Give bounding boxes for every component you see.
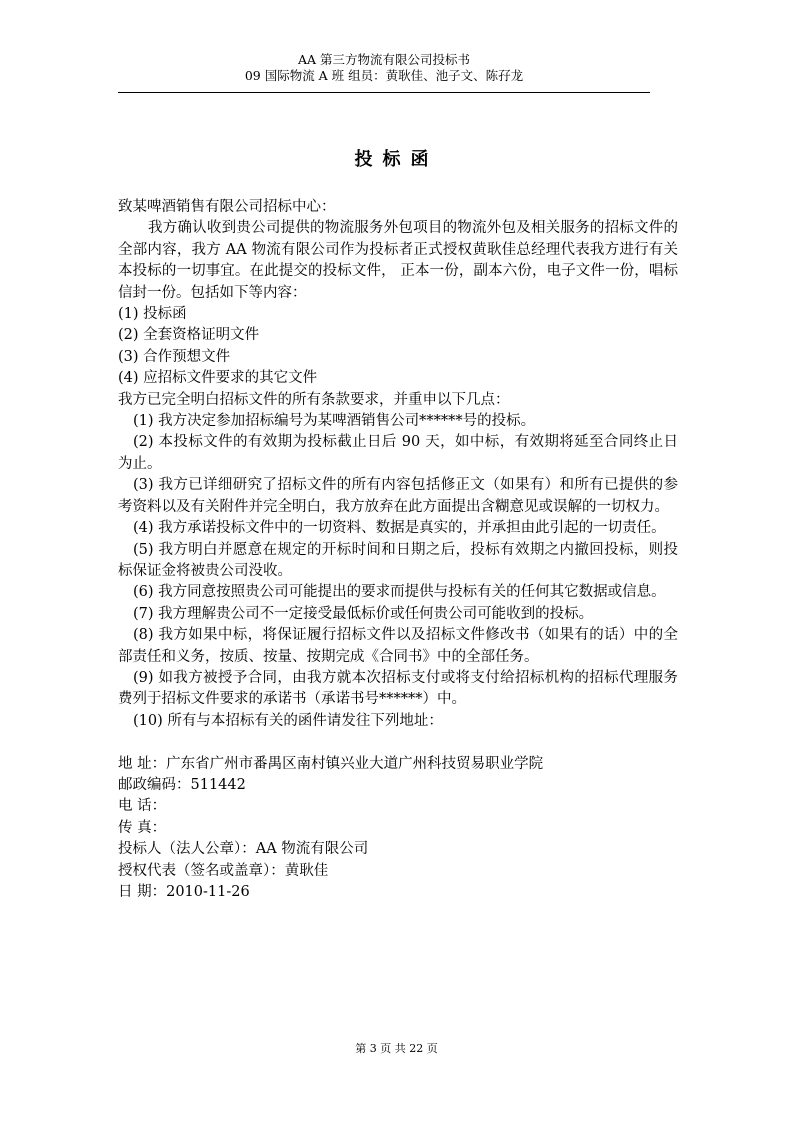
bidder-name: 投标人（法人公章）：AA 物流有限公司 xyxy=(118,841,369,858)
header-line-2: 09 国际物流 A 班 组员：黄耿佳、池子文、陈孖龙 xyxy=(244,68,524,83)
contents-item: (4) 应招标文件要求的其它文件 xyxy=(118,370,318,387)
declaration-item: (10) 所有与本招标有关的函件请发往下列地址： xyxy=(133,712,443,729)
declaration-item: (7) 我方理解贵公司不一定接受最低标价或任何贵公司可能收到的投标。 xyxy=(133,605,594,622)
salutation: 致某啤酒销售有限公司招标中心： xyxy=(118,199,336,215)
declaration-item: (3) 我方已详细研究了招标文件的所有内容包括修正文（如果有）和所有已提供的参考资料以及有关附件并完全明白，我方放弃在此方面提出含糊意见或误解的一切权力。 xyxy=(118,477,678,515)
declaration-item: (1) 我方决定参加招标编号为某啤酒销售公司******号的投标。 xyxy=(133,413,536,430)
contents-item: (3) 合作预想文件 xyxy=(118,348,231,365)
letter-body xyxy=(118,197,678,903)
blank-line xyxy=(118,732,678,753)
declaration-item: (4) 我方承诺投标文件中的一切资料、数据是真实的，并承担由此引起的一切责任。 xyxy=(133,520,666,537)
authorized-representative: 授权代表（签名或盖章）：黄耿佳 xyxy=(118,862,329,879)
contents-item: (2) 全套资格证明文件 xyxy=(118,327,260,344)
contact-phone: 电 话： xyxy=(118,798,167,815)
declaration-item: (9) 如我方被授予合同，由我方就本次招标支付或将支付给招标机构的招标代理服务费列于招标文件要求的承诺书（承诺书号******）中。 xyxy=(118,669,678,708)
declaration-item: (5) 我方明白并愿意在规定的开标时间和日期之后，投标有效期之内撤回投标，则投标保证金将被贵公司没收。 xyxy=(118,541,678,579)
intro-paragraph: 我方确认收到贵公司提供的物流服务外包项目的物流外包及相关服务的招标文件的全部内容，我方 AA 物流有限公司作为投标者正式授权黄耿佳总经理代表我方进行有关本投标的一切事宜。在此提交的投标文件， 正本一份，副本六份，电子文件一份，唱标信封一份。包括如下等内容： xyxy=(118,220,678,301)
declaration-item: (2) 本投标文件的有效期为投标截止日后 90 天，如中标，有效期将延至合同终止日为止。 xyxy=(118,434,678,472)
contents-item: (1) 投标函 xyxy=(118,306,187,323)
declaration-item: (8) 我方如果中标，将保证履行招标文件以及招标文件修改书（如果有的话）中的全部责任和义务，按质、按量、按期完成《合同书》中的全部任务。 xyxy=(118,627,678,665)
document-title: 投标函 xyxy=(354,149,439,170)
letter-date: 日 期：2010-11-26 xyxy=(118,883,250,900)
page-number-footer: 第 3 页 共 22 页 xyxy=(355,1042,438,1055)
declaration-item: (6) 我方同意按照贵公司可能提出的要求而提供与投标有关的任何其它数据或信息。 xyxy=(133,584,666,601)
header-line-1: AA 第三方物流有限公司投标书 xyxy=(297,52,471,67)
page-header xyxy=(118,52,650,84)
contact-fax: 传 真： xyxy=(118,819,167,836)
contact-address: 地 址：广东省广州市番禺区南村镇兴业大道广州科技贸易职业学院 xyxy=(118,755,544,772)
contact-postal-code: 邮政编码：511442 xyxy=(118,776,246,793)
declaration-intro: 我方已完全明白招标文件的所有条款要求，并重申以下几点： xyxy=(118,391,510,408)
header-divider xyxy=(118,92,650,93)
